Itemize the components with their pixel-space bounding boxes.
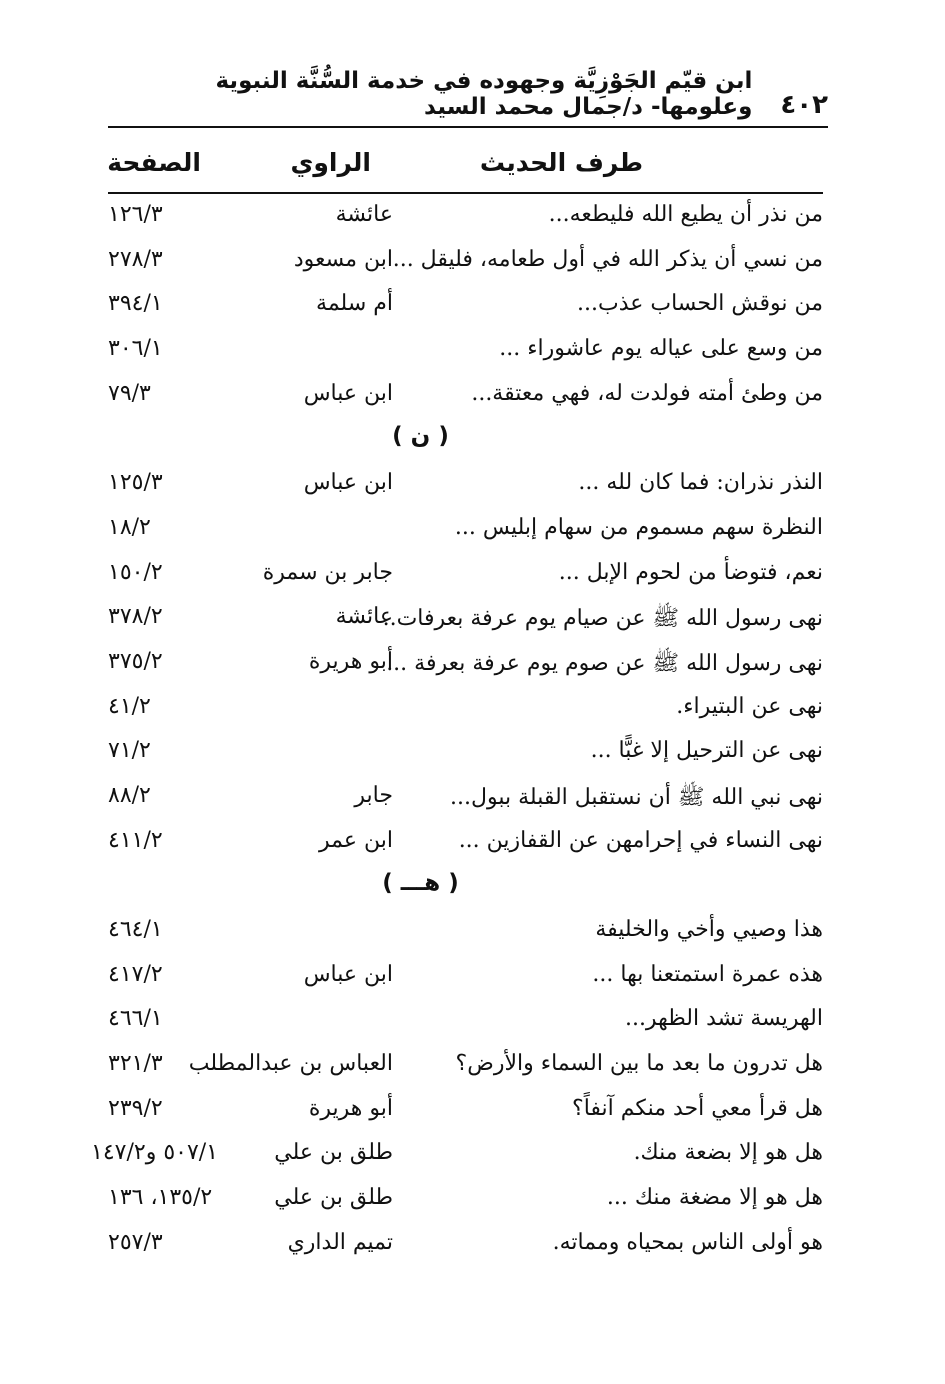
narrator-name: أبو هريرة — [308, 648, 393, 674]
narrator-name: ابن عباس — [303, 961, 393, 987]
column-header-narrator: الراوي — [290, 148, 371, 177]
narrator-name: عائشة — [335, 202, 393, 227]
hadith-text: نهى نبي الله ﷺ أن نستقبل القبلة ببول... — [450, 784, 823, 810]
table-row — [108, 328, 823, 373]
page-reference: ٨٨/٢ — [108, 782, 151, 808]
section-letter: ( هـــ ) — [382, 870, 459, 897]
hadith-text: الهريسة تشد الظهر... — [624, 1006, 823, 1032]
column-header-hadith: طرف الحديث — [479, 148, 643, 177]
page-reference: ١٢٥/٣ — [108, 470, 163, 496]
page-reference: ٥٠٧/١ و١٤٧/٢ — [91, 1140, 218, 1166]
narrator-name: العباس بن عبدالمطلب — [188, 1051, 393, 1077]
page-reference: ٣٧٨/٢ — [108, 604, 163, 630]
narrator-name: ابن عباس — [303, 470, 393, 496]
narrator-name: جابر بن سمرة — [262, 559, 393, 585]
hadith-text: نهى رسول الله ﷺ عن صوم يوم عرفة بعرفة ... — [386, 650, 823, 676]
narrator-name: طلق بن علي — [274, 1185, 393, 1211]
hadith-text: هو أولى الناس بمحياه ومماته. — [552, 1229, 823, 1255]
hadith-text: من نسي أن يذكر الله في أول طعامه، فليقل ... — [392, 246, 823, 272]
page-reference: ١٣٥/٢، ١٣٦ — [108, 1185, 213, 1211]
hadith-text: من وسع على عياله يوم عاشوراء ... — [499, 336, 823, 362]
table-row — [108, 820, 823, 865]
page-reference: ١٥٠/٢ — [108, 559, 163, 585]
table-row — [108, 283, 823, 328]
table-row — [108, 998, 823, 1043]
page-reference: ٢٧٨/٣ — [108, 246, 163, 272]
table-row — [108, 730, 823, 775]
hadith-text: من نوقش الحساب عذب... — [577, 291, 823, 317]
table-row — [108, 462, 823, 507]
narrator-name: جابر — [354, 782, 393, 808]
page-reference: ١٨/٢ — [108, 514, 151, 540]
hadith-text: النذر نذران: فما كان لله ... — [578, 470, 823, 496]
narrator-name: طلق بن علي — [274, 1140, 393, 1166]
page-reference: ٧١/٢ — [108, 738, 151, 764]
page-reference: ٤١٧/٢ — [108, 961, 163, 987]
page-reference: ٣٧٥/٢ — [108, 648, 163, 674]
hadith-text: النظرة سهم مسموم من سهام إبليس ... — [454, 514, 823, 540]
page-reference: ٢٥٧/٣ — [108, 1229, 163, 1255]
table-row — [108, 1222, 823, 1267]
table-row — [108, 686, 823, 731]
table-row — [108, 641, 823, 686]
narrator-name: ابن عباس — [303, 380, 393, 406]
hadith-text: من وطئ أمته فولدت له، فهي معتقة... — [471, 380, 823, 406]
table-row — [108, 239, 823, 284]
hadith-text: هذه عمرة استمتعنا بها ... — [592, 961, 823, 987]
book-title: ابن قيّم الجَوْزِيَّة وجهوده في خدمة السُّنَّة النبوية وعلومها- د/جمال محمد السيد — [215, 68, 753, 120]
hadith-text: نعم، فتوضأ من لحوم الإبل ... — [558, 559, 823, 585]
table-row — [108, 954, 823, 999]
table-row — [108, 596, 823, 641]
table-row — [108, 373, 823, 418]
page-number: ٤٠٢ — [780, 90, 828, 120]
table-row — [108, 552, 823, 597]
narrator-name: عائشة — [335, 604, 393, 630]
narrator-name: أبو هريرة — [308, 1095, 393, 1121]
table-row — [108, 194, 823, 239]
hadith-text: هل قرأ معي أحد منكم آنفاً؟ — [572, 1095, 823, 1121]
narrator-name: ابن عمر — [319, 827, 393, 853]
table-row — [108, 775, 823, 820]
table-row — [108, 1177, 823, 1222]
hadith-text: من نذر أن يطيع الله فليطعه... — [548, 202, 823, 227]
page-reference: ٤٦٤/١ — [108, 917, 163, 942]
page-reference: ٢٣٩/٢ — [108, 1095, 163, 1121]
table-header — [108, 142, 823, 194]
hadith-text: نهى عن البتيراء. — [676, 693, 823, 719]
narrator-name: ابن مسعود — [293, 246, 393, 272]
running-head — [108, 68, 828, 128]
page-reference: ١٢٦/٣ — [108, 202, 163, 227]
page-reference: ٤٦٦/١ — [108, 1006, 163, 1032]
hadith-text: هل هو إلا مضغة منك ... — [606, 1185, 823, 1211]
table-row — [91, 1132, 823, 1177]
hadith-text: نهى رسول الله ﷺ عن صيام يوم عرفة بعرفات.. — [382, 606, 823, 632]
page-reference: ٧٩/٣ — [108, 380, 151, 406]
section-heading-row — [108, 864, 823, 909]
narrator-name: تميم الداري — [287, 1229, 393, 1255]
hadith-text: نهى عن الترحيل إلا غبًّا ... — [590, 738, 823, 764]
narrator-name: أم سلمة — [316, 291, 393, 317]
hadith-text: نهى النساء في إحرامهن عن القفازين ... — [458, 827, 823, 853]
table-row — [108, 909, 823, 954]
section-letter: ( ن ) — [392, 423, 449, 450]
table-row — [108, 1043, 823, 1088]
page-reference: ٤١/٢ — [108, 693, 151, 719]
hadith-index-table — [91, 194, 823, 1267]
page-reference: ٣٠٦/١ — [108, 336, 163, 362]
table-row — [108, 1088, 823, 1133]
section-heading-row — [108, 417, 823, 462]
page-reference: ٣٢١/٣ — [108, 1051, 163, 1077]
table-row — [108, 507, 823, 552]
column-header-page: الصفحة — [107, 148, 201, 177]
hadith-text: هذا وصيي وأخي والخليفة — [595, 917, 823, 942]
page-reference: ٤١١/٢ — [108, 827, 163, 853]
page-reference: ٣٩٤/١ — [108, 291, 163, 317]
hadith-text: هل تدرون ما بعد ما بين السماء والأرض؟ — [455, 1051, 823, 1077]
hadith-text: هل هو إلا بضعة منك. — [633, 1140, 823, 1166]
